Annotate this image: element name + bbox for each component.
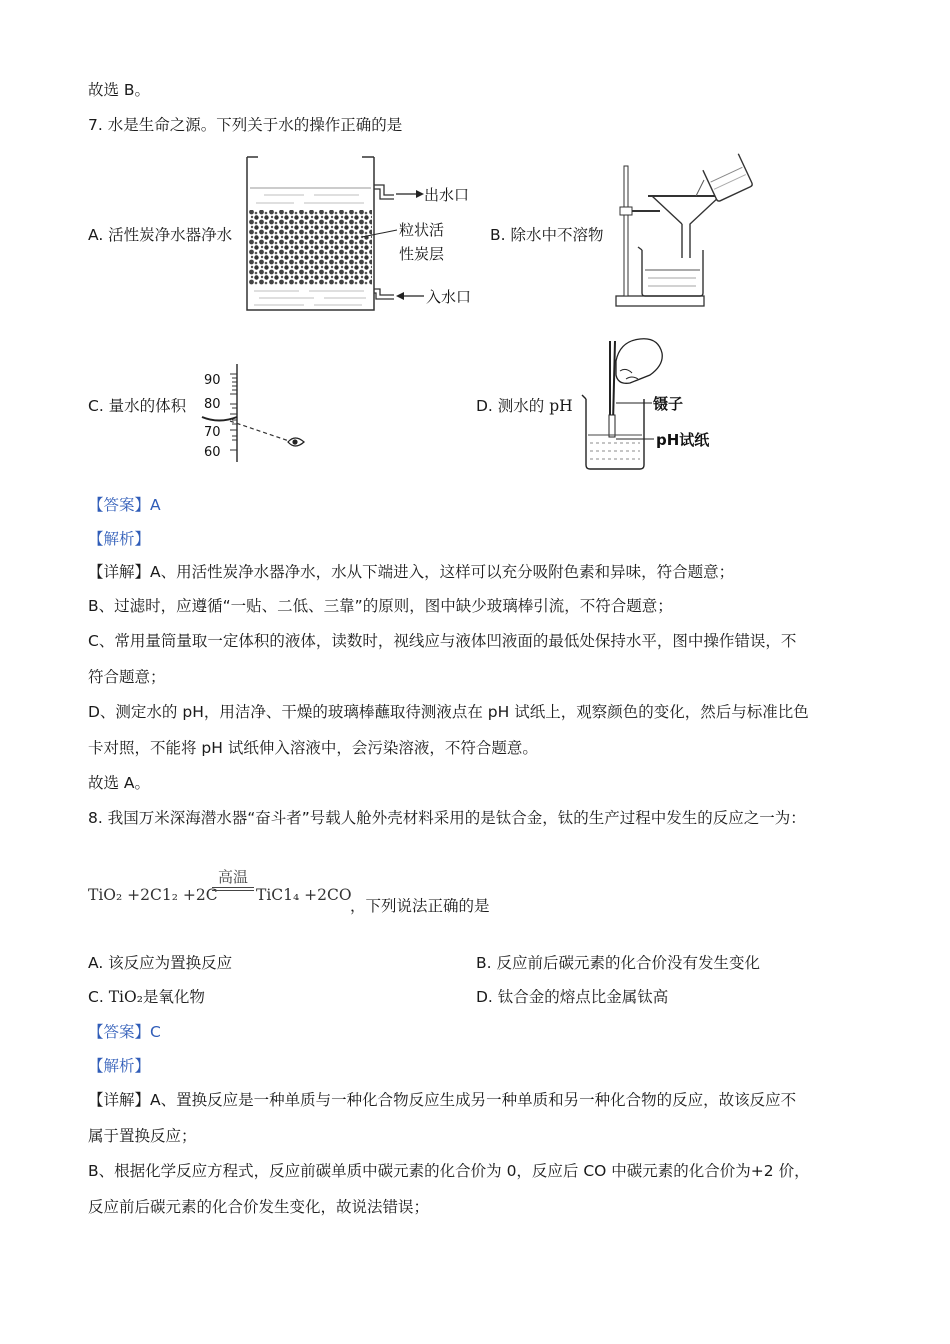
equation-condition: [212, 868, 254, 891]
figure-filtration: [612, 158, 757, 310]
q7-option-d: [476, 396, 573, 416]
label-tweezers: 镊子: [653, 395, 684, 413]
detail-8-b1: B、根据化学反应方程式，反应前碳单质中碳元素的化合价为 0，反应后 CO 中碳元素的化合价为+2 价，: [88, 1162, 810, 1180]
detail-8-a2: 属于置换反应；: [88, 1127, 197, 1145]
detail-7-d1: D、测定水的 pH，用洁净、干燥的玻璃棒蘸取待测液点在 pH 试纸上，观察颜色的变化，然后与标准比色: [88, 703, 809, 721]
question-7: 7. 水是生命之源。下列关于水的操作正确的是: [88, 116, 403, 134]
equation-right: TiC1₄ +2CO: [256, 886, 352, 904]
q7-option-a: A. 活性炭净水器净水: [88, 226, 233, 244]
detail-8-a1: [88, 1090, 796, 1110]
detail-7-tag: 【详解】: [88, 563, 151, 581]
analysis-8: 【解析】: [88, 1057, 151, 1075]
label-carbon-2: 性炭层: [399, 245, 445, 263]
q7-option-c: C. 量水的体积: [88, 397, 187, 415]
label-carbon-1: 粒状活: [399, 221, 445, 239]
figure-graduated-cylinder: [200, 362, 320, 467]
equation-left: TiO₂ +2C1₂ +2C: [88, 886, 218, 904]
q7-option-d-text: D. 测水的: [476, 397, 550, 415]
q7-option-b: B. 除水中不溶物: [490, 226, 604, 244]
detail-7-c2: 符合题意；: [88, 668, 166, 686]
detail-8-tag: 【详解】: [88, 1091, 151, 1109]
detail-8-b2: 反应前后碳元素的化合价发生变化，故说法错误；: [88, 1198, 430, 1216]
label-ph-paper: pH试纸: [656, 431, 710, 449]
q8-option-c: [88, 987, 205, 1007]
label-outlet: 出水口: [424, 186, 470, 204]
figure-ph-test: [580, 335, 730, 475]
detail-7-a: [88, 562, 734, 582]
tick-90: 90: [204, 373, 221, 388]
detail-7-b: B、过滤时，应遵循“一贴、二低、三靠”的原则，图中缺少玻璃棒引流，不符合题意；: [88, 597, 673, 615]
q8-option-c-formula: TiO₂: [108, 988, 143, 1006]
analysis-7: 【解析】: [88, 530, 151, 548]
detail-8-a1-text: A、置换反应是一种单质与一种化合物反应生成另一种单质和另一种化合物的反应，故该反应不: [150, 1091, 797, 1109]
q8-option-c-prefix: C.: [88, 988, 109, 1006]
line-select-b: 故选 B。: [88, 81, 151, 99]
detail-7-c1: C、常用量筒量取一定体积的液体，读数时，视线应与液体凹液面的最低处保持水平，图中操作错误，不: [88, 632, 797, 650]
answer-7: 【答案】A: [88, 496, 161, 514]
label-inlet: 入水口: [426, 288, 472, 306]
tick-70: 70: [204, 425, 221, 440]
equation-double-line: [212, 887, 254, 891]
detail-7-d2: 卡对照，不能将 pH 试纸伸入溶液中，会污染溶液，不符合题意。: [88, 739, 538, 757]
answer-8: 【答案】C: [88, 1023, 161, 1041]
tick-60: 60: [204, 445, 221, 460]
q8-option-d: D. 钛合金的熔点比金属钛高: [476, 988, 669, 1006]
line-select-a: 故选 A。: [88, 774, 151, 792]
equation-suffix: ，下列说法正确的是: [350, 897, 490, 915]
tick-80: 80: [204, 397, 221, 412]
q8-option-c-suffix: 是氧化物: [142, 988, 205, 1006]
question-8: 8. 我国万米深海潜水器“奋斗者”号载人舱外壳材料采用的是钛合金，钛的生产过程中发生的反应之一为：: [88, 809, 806, 827]
equation-condition-text: 高温: [217, 868, 248, 886]
figure-carbon-purifier: [244, 155, 484, 315]
q8-option-a: A. 该反应为置换反应: [88, 954, 233, 972]
detail-7-a-text: A、用活性炭净水器净水，水从下端进入，这样可以充分吸附色素和异味，符合题意；: [150, 563, 735, 581]
q8-option-b: B. 反应前后碳元素的化合价没有发生变化: [476, 954, 760, 972]
q7-option-d-ph: pH: [549, 397, 573, 415]
